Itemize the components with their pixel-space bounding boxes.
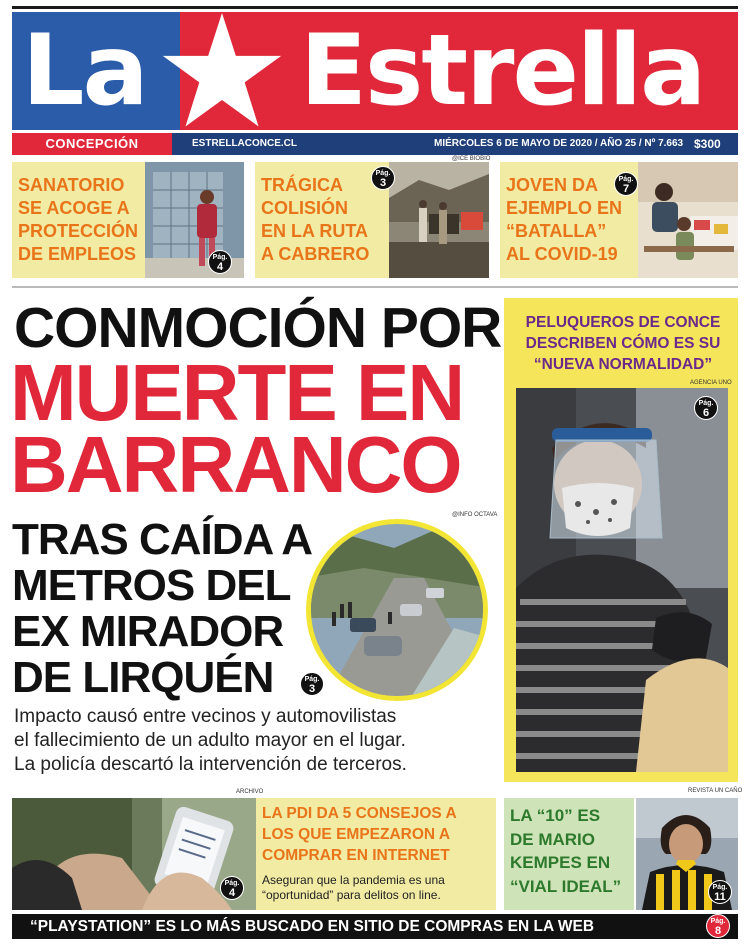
- headline-red-line2: BARRANCO: [10, 420, 461, 509]
- teaser-colision[interactable]: [255, 162, 489, 278]
- teaser-sanatorio[interactable]: [12, 162, 244, 278]
- teaser-photo-volunteer: [638, 162, 738, 278]
- pdi-story-title: LA PDI DA 5 CONSEJOS A LOS QUE EMPEZARON A COMPRAR EN INTERNET: [262, 805, 457, 864]
- website-link[interactable]: ESTRELLACONCE.CL: [192, 138, 297, 149]
- page-badge-label: Pág.: [304, 676, 320, 683]
- subhead-line4: DE LIRQUÉN: [12, 653, 274, 702]
- page-badge-label: Pág.: [375, 170, 391, 177]
- page-badge-label: Pág.: [712, 884, 728, 891]
- page-badge: [220, 876, 244, 900]
- subhead-line2: METROS DEL: [12, 561, 291, 610]
- page-badge-number: 4: [228, 887, 236, 899]
- teaser-title: SANATORIO SE ACOGE A PROTECCIÓN DE EMPLEOS: [18, 175, 139, 264]
- city-tag: CONCEPCIÓN: [12, 133, 172, 155]
- subhead-line3: EX MIRADOR: [12, 607, 284, 656]
- photo-credit: REVISTA UN CAÑO: [688, 788, 743, 794]
- page-badge-label: Pág.: [618, 176, 634, 183]
- section-divider: [12, 286, 738, 288]
- page-badge-label: Pág.: [224, 880, 240, 887]
- page-badge: [706, 914, 730, 938]
- star-icon: [156, 8, 288, 134]
- page-badge: [300, 672, 324, 696]
- photo-credit: ARCHIVO: [236, 789, 264, 795]
- headline-red-line1: MUERTE EN: [10, 348, 464, 437]
- page-badge: [208, 250, 232, 274]
- masthead-title-right: Estrella: [300, 14, 705, 128]
- page-badge-label: Pág.: [710, 918, 726, 925]
- bottom-headline-bar[interactable]: [12, 914, 738, 939]
- photo-credit: @ICE BIOBIO: [452, 156, 491, 162]
- page-badge: [614, 172, 638, 196]
- pdi-story-photo: [12, 798, 256, 910]
- photo-credit: @INFO OCTAVA: [452, 512, 498, 518]
- page-badge: [371, 166, 395, 190]
- kempes-story-title: LA “10” ES DE MARIO KEMPES EN “VIAL IDEAL”: [510, 806, 622, 896]
- page-badge-number: 3: [379, 177, 387, 189]
- page-badge-number: 7: [622, 183, 630, 195]
- right-story-title: PELUQUEROS DE CONCE DESCRIBEN CÓMO ES SU “NUEVA NORMALIDAD”: [525, 314, 721, 373]
- subhead-line1: TRAS CAÍDA A: [12, 515, 313, 564]
- page-badge-number: 11: [714, 891, 726, 903]
- main-story-lead: Impacto causó entre vecinos y automovilistas el fallecimiento de un adulto mayor en el lugar. La policía descartó la intervención de terceros.: [14, 706, 407, 775]
- page-badge: [694, 396, 718, 420]
- page-badge-number: 4: [216, 261, 224, 273]
- page-badge: [708, 880, 732, 904]
- date-line: MIÉRCOLES 6 DE MAYO DE 2020 / AÑO 25 / Nº 7.663: [434, 138, 684, 149]
- main-story-photo: [304, 518, 490, 702]
- price: $300: [694, 137, 721, 151]
- right-story-photo: [516, 388, 728, 772]
- page-badge-number: 8: [714, 925, 722, 937]
- page-badge-number: 6: [702, 407, 710, 419]
- teaser-photo-crash: [389, 162, 489, 278]
- bottom-headline-text: “PLAYSTATION” ES LO MÁS BUSCADO EN SITIO DE COMPRAS EN LA WEB: [30, 918, 595, 935]
- photo-credit: AGENCIA UNO: [690, 380, 732, 386]
- page-badge-number: 3: [308, 683, 316, 695]
- pdi-story-subtitle: Aseguran que la pandemia es una “oportunidad” para delitos on line.: [262, 873, 445, 902]
- page-badge-label: Pág.: [212, 254, 228, 261]
- teaser-title: JOVEN DA EJEMPLO EN “BATALLA” AL COVID-19: [506, 175, 623, 264]
- masthead-title-left: La: [22, 14, 147, 128]
- masthead-top-rule: [12, 6, 738, 9]
- page-badge-label: Pág.: [698, 400, 714, 407]
- headline-line1: CONMOCIÓN POR: [14, 296, 502, 360]
- teaser-joven[interactable]: [500, 162, 738, 278]
- teaser-title: TRÁGICA COLISIÓN EN LA RUTA A CABRERO: [261, 175, 370, 264]
